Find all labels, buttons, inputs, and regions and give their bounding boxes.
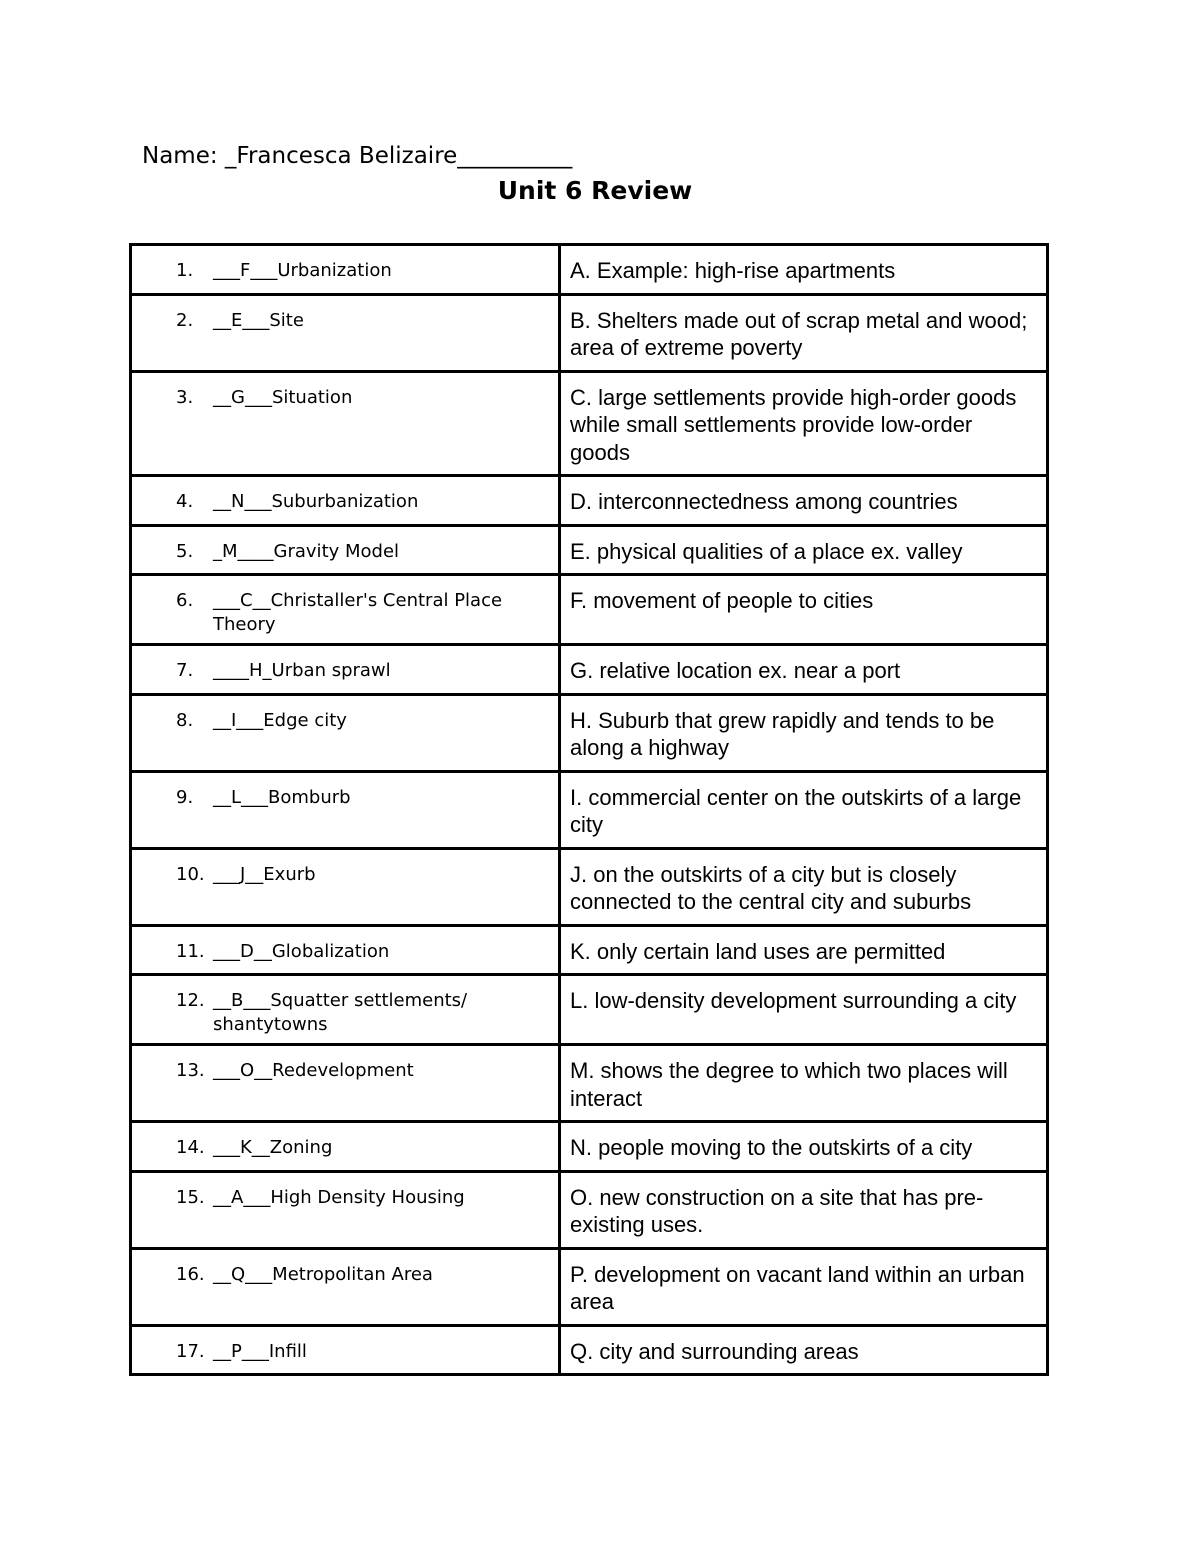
table-row (131, 645, 1048, 695)
table-row (131, 525, 1048, 575)
definition-cell (560, 1045, 1048, 1122)
definition-text: K. only certain land uses are permitted (570, 938, 946, 964)
term-number: 1. (176, 260, 194, 281)
student-name-line: Name: _Francesca Belizaire__________ (142, 143, 573, 169)
definition-text: J. on the outskirts of a city but is closely connected to the central city and suburbs (570, 861, 972, 914)
term-cell (131, 1248, 560, 1325)
term-text: __G___Situation (213, 386, 353, 408)
definition-text: L. low-density development surrounding a city (570, 988, 1017, 1013)
term-text: ____H_Urban sprawl (213, 660, 391, 681)
matching-table (129, 243, 1049, 1376)
term-number: 3. (176, 386, 194, 408)
term-text: ___J__Exurb (213, 863, 316, 885)
term-cell (131, 1325, 560, 1375)
definition-text: P. development on vacant land within an urban area (570, 1261, 1025, 1314)
term-text: __L___Bomburb (213, 786, 351, 808)
term-number: 5. (176, 540, 194, 562)
term-cell (131, 476, 560, 526)
table-row (131, 975, 1048, 1045)
term-text: __Q___Metropolitan Area (213, 1263, 433, 1285)
term-number: 15. (176, 1186, 205, 1208)
term-text: __P___Infill (213, 1340, 307, 1362)
term-cell (131, 294, 560, 371)
definition-cell (560, 1122, 1048, 1172)
table-row (131, 1171, 1048, 1248)
table-row (131, 848, 1048, 925)
definition-text: H. Suburb that grew rapidly and tends to be along a highway (570, 707, 995, 760)
term-cell (131, 1045, 560, 1122)
term-number: 11. (176, 940, 205, 962)
definition-text: N. people moving to the outskirts of a city (570, 1135, 973, 1160)
definition-text: Q. city and surrounding areas (570, 1338, 859, 1364)
definition-text: C. large settlements provide high-order goods while small settlements provide low-order goods (570, 384, 1017, 465)
definition-cell (560, 645, 1048, 695)
table-row (131, 694, 1048, 771)
definition-cell (560, 294, 1048, 371)
term-number: 10. (176, 863, 205, 885)
page-title: Unit 6 Review (497, 176, 693, 205)
definition-cell (560, 1325, 1048, 1375)
definition-text: G. relative location ex. near a port (570, 658, 901, 683)
term-number: 14. (176, 1137, 205, 1158)
definition-cell (560, 371, 1048, 476)
term-text: ___F___Urbanization (213, 260, 392, 281)
term-number: 17. (176, 1340, 205, 1362)
term-text: ___K__Zoning (213, 1137, 333, 1158)
term-number: 4. (176, 491, 194, 512)
table-row (131, 575, 1048, 645)
definition-text: M. shows the degree to which two places will interact (570, 1058, 1008, 1111)
term-number: 2. (176, 309, 194, 331)
definition-cell (560, 925, 1048, 975)
term-cell (131, 525, 560, 575)
definition-cell (560, 575, 1048, 645)
term-number: 6. (176, 590, 194, 611)
definition-cell (560, 848, 1048, 925)
term-cell (131, 1171, 560, 1248)
term-number: 9. (176, 786, 194, 808)
term-number: 16. (176, 1263, 205, 1285)
term-number: 12. (176, 990, 205, 1011)
definition-text: O. new construction on a site that has pre-existing uses. (570, 1184, 984, 1237)
definition-text: I. commercial center on the outskirts of a large city (570, 784, 1022, 837)
table-row (131, 371, 1048, 476)
term-text: ___D__Globalization (213, 940, 390, 962)
definition-cell (560, 245, 1048, 295)
term-text: __I___Edge city (213, 709, 347, 731)
term-number: 8. (176, 709, 194, 731)
term-text: __N___Suburbanization (213, 491, 419, 512)
term-text: __B___Squatter settlements/ shantytowns (213, 990, 468, 1035)
term-cell (131, 1122, 560, 1172)
term-cell (131, 694, 560, 771)
definition-cell (560, 694, 1048, 771)
term-cell (131, 771, 560, 848)
term-cell (131, 245, 560, 295)
definition-cell (560, 525, 1048, 575)
definition-cell (560, 771, 1048, 848)
term-text: __E___Site (213, 309, 304, 331)
definition-text: F. movement of people to cities (570, 588, 874, 613)
table-row (131, 1045, 1048, 1122)
definition-cell (560, 476, 1048, 526)
term-cell (131, 925, 560, 975)
table-row (131, 771, 1048, 848)
definition-cell (560, 1171, 1048, 1248)
term-cell (131, 575, 560, 645)
table-row (131, 925, 1048, 975)
table-row (131, 476, 1048, 526)
term-text: ___C__Christaller's Central Place Theory (213, 590, 503, 635)
term-text: __A___High Density Housing (213, 1186, 465, 1208)
definition-text: A. Example: high-rise apartments (570, 258, 896, 283)
table-row (131, 1122, 1048, 1172)
term-number: 13. (176, 1060, 205, 1081)
table-row (131, 1248, 1048, 1325)
definition-text: E. physical qualities of a place ex. valley (570, 538, 963, 564)
definition-cell (560, 1248, 1048, 1325)
definition-cell (560, 975, 1048, 1045)
term-cell (131, 645, 560, 695)
term-text: _M____Gravity Model (213, 540, 400, 562)
table-row (131, 245, 1048, 295)
table-row (131, 294, 1048, 371)
term-text: ___O__Redevelopment (213, 1060, 414, 1081)
term-cell (131, 371, 560, 476)
table-row (131, 1325, 1048, 1375)
term-number: 7. (176, 660, 194, 681)
definition-text: B. Shelters made out of scrap metal and wood; area of extreme poverty (570, 307, 1028, 360)
term-cell (131, 848, 560, 925)
definition-text: D. interconnectedness among countries (570, 489, 958, 514)
term-cell (131, 975, 560, 1045)
